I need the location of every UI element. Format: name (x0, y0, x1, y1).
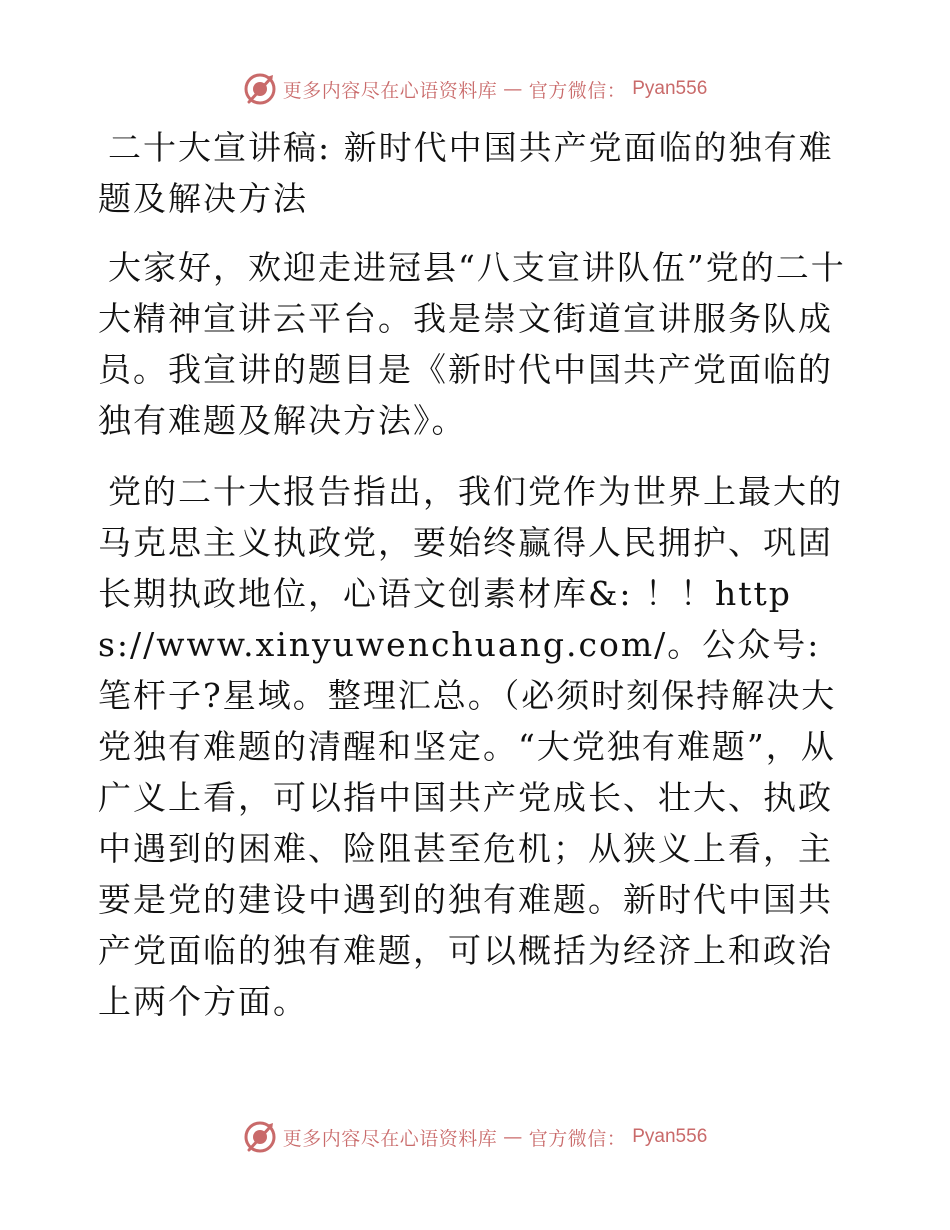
watermark-text: 更多内容尽在心语资料库 (282, 79, 498, 102)
watermark-text: 更多内容尽在心语资料库 (282, 1127, 498, 1150)
document-title: 二十大宣讲稿: 新时代中国共产党面临的独有难题及解决方法 (98, 128, 834, 218)
header-watermark (0, 72, 950, 106)
paragraph-intro: 大家好，欢迎走进冠县“八支宣讲队伍”党的二十大精神宣讲云平台。我是崇文街道宣讲服务队成员。我宣讲的题目是《新时代中国共产党面临的独有难题及解决方法》。 (98, 248, 846, 440)
watermark-label: 官方微信： (528, 79, 627, 102)
watermark-label: 官方微信： (528, 1127, 627, 1150)
watermark-handle: Pyan556 (632, 78, 708, 99)
paragraph-report: 党的二十大报告指出，我们党作为世界上最大的马克思主义执政党，要始终赢得人民拥护、巩固长期执政地位，心语文创素材库&: ！！https://www.xinyuwenchuang.com/。公众号: 笔杆子?星域。整理汇总。（必须时刻保持解决大党独有难题的清醒和坚定。“大党独有难题”，从广义上看，可以指中国共产党成长、壮大、执政中遇到的困难、险阻甚至危机；从狭义上看，主要是党的建设中遇到的独有难题。新时代中国共产党面临的独有难题，可以概括为经济上和政治上两个方面。 (98, 472, 843, 1021)
watermark-handle: Pyan556 (632, 1126, 708, 1147)
watermark-separator: — (503, 78, 523, 100)
pen-logo-icon (243, 1120, 277, 1154)
footer-watermark (0, 1120, 950, 1154)
document-body (98, 122, 850, 1027)
watermark-separator: — (503, 1126, 523, 1148)
pen-logo-icon (243, 72, 277, 106)
